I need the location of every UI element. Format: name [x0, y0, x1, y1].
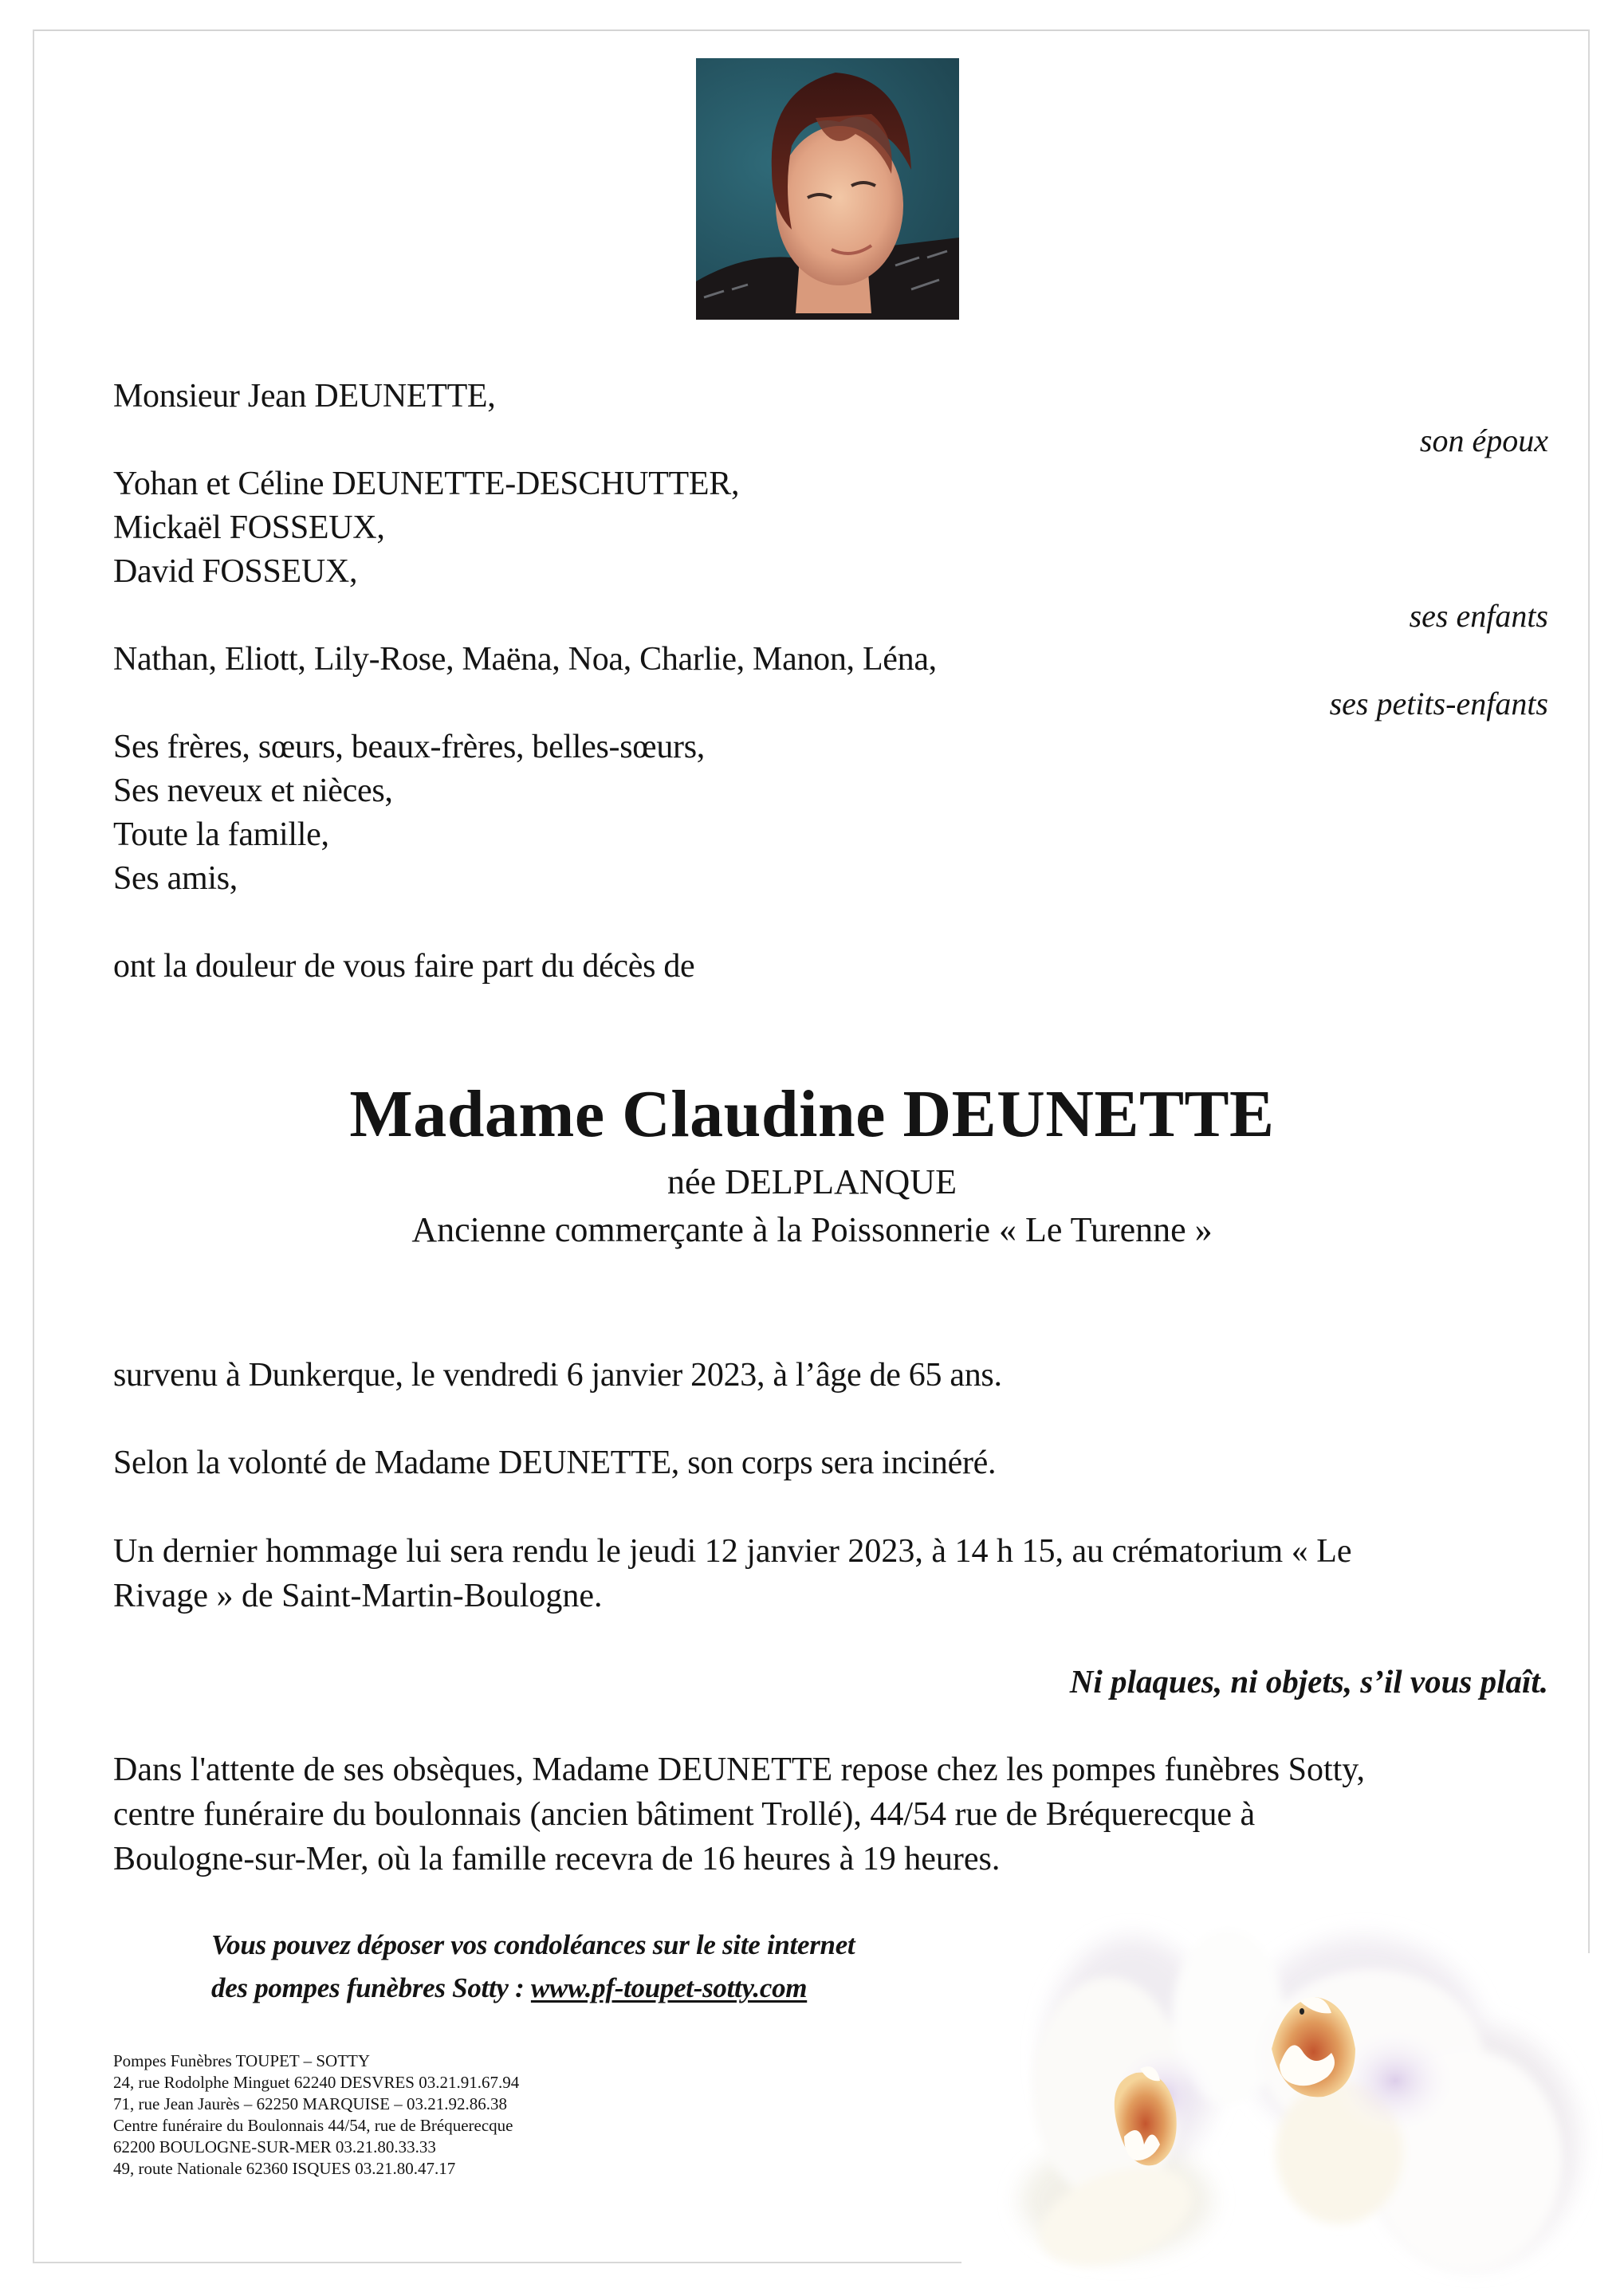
condolences-prefix: des pompes funèbres Sotty : — [211, 1972, 531, 2003]
portrait-image — [696, 58, 959, 320]
page-frame-top — [33, 29, 1589, 31]
grandchildren-label: ses petits-enfants — [1329, 686, 1548, 721]
address-line: Centre funéraire du Boulonnais 44/54, rue de Bréquerecque — [113, 2116, 513, 2135]
tribute-line: Rivage » de Saint-Martin-Boulogne. — [113, 1578, 603, 1614]
death-details: survenu à Dunkerque, le vendredi 6 janvier 2023, à l’âge de 65 ans. — [113, 1357, 1002, 1394]
announcement-text: ont la douleur de vous faire part du décès de — [113, 948, 695, 985]
grandchildren-names: Nathan, Eliott, Lily-Rose, Maëna, Noa, Charlie, Manon, Léna, — [113, 641, 937, 678]
tribute-line: Un dernier hommage lui sera rendu le jeudi 12 janvier 2023, à 14 h 15, au crématorium « Le — [113, 1533, 1352, 1570]
condolences-website-link[interactable]: www.pf-toupet-sotty.com — [530, 1972, 808, 2003]
relatives-line: Toute la famille, — [113, 816, 329, 853]
address-line: 62200 BOULOGNE-SUR-MER 03.21.80.33.33 — [113, 2137, 436, 2156]
deceased-name: Madame Claudine DEUNETTE — [349, 1077, 1275, 1151]
children-label: ses enfants — [1409, 598, 1548, 634]
cremation-notice: Selon la volonté de Madame DEUNETTE, son corps sera incinéré. — [113, 1445, 997, 1481]
child-name: Mickaël FOSSEUX, — [113, 509, 385, 546]
funeral-home-addresses — [113, 2050, 519, 2180]
spouse-name: Monsieur Jean DEUNETTE, — [113, 378, 496, 415]
condolences-line-2 — [211, 1966, 807, 2010]
orchid-flowers-icon — [997, 1881, 1624, 2296]
address-line: 71, rue Jean Jaurès – 62250 MARQUISE – 03.21.92.86.38 — [113, 2094, 508, 2113]
resting-line: Boulogne-sur-Mer, où la famille recevra de 16 heures à 19 heures. — [113, 1841, 1001, 1877]
maiden-name: née DELPLANQUE — [667, 1162, 957, 1201]
resting-line: Dans l'attente de ses obsèques, Madame DEUNETTE repose chez les pompes funèbres Sotty, — [113, 1751, 1366, 1788]
funeral-home-name: Pompes Funèbres TOUPET – SOTTY — [113, 2051, 371, 2070]
spouse-label: son époux — [1419, 423, 1548, 458]
page-frame-right — [1588, 29, 1590, 1953]
resting-line: centre funéraire du boulonnais (ancien bâtiment Trollé), 44/54 rue de Bréquerecque à — [113, 1796, 1256, 1833]
orchid-decoration — [997, 1881, 1624, 2296]
relatives-line: Ses frères, sœurs, beaux-frères, belles-sœurs, — [113, 729, 705, 765]
child-name: David FOSSEUX, — [113, 553, 358, 590]
resting-paragraph — [113, 1748, 1548, 1881]
condolences-line-1: Vous pouvez déposer vos condoléances sur le site internet — [211, 1929, 855, 1960]
page-frame-bottom — [33, 2262, 961, 2263]
relatives-line: Ses amis, — [113, 860, 238, 897]
tribute-paragraph — [113, 1529, 1548, 1618]
relatives-line: Ses neveux et nièces, — [113, 773, 393, 809]
portrait-photo — [696, 58, 959, 320]
occupation: Ancienne commerçante à la Poissonnerie « Le Turenne » — [411, 1210, 1213, 1249]
address-line: 24, rue Rodolphe Minguet 62240 DESVRES 03.21.91.67.94 — [113, 2073, 520, 2092]
address-line: 49, route Nationale 62360 ISQUES 03.21.80.47.17 — [113, 2159, 456, 2178]
child-name: Yohan et Céline DEUNETTE-DESCHUTTER, — [113, 466, 740, 502]
no-flowers-notice: Ni plaques, ni objets, s’il vous plaît. — [1069, 1663, 1548, 1700]
